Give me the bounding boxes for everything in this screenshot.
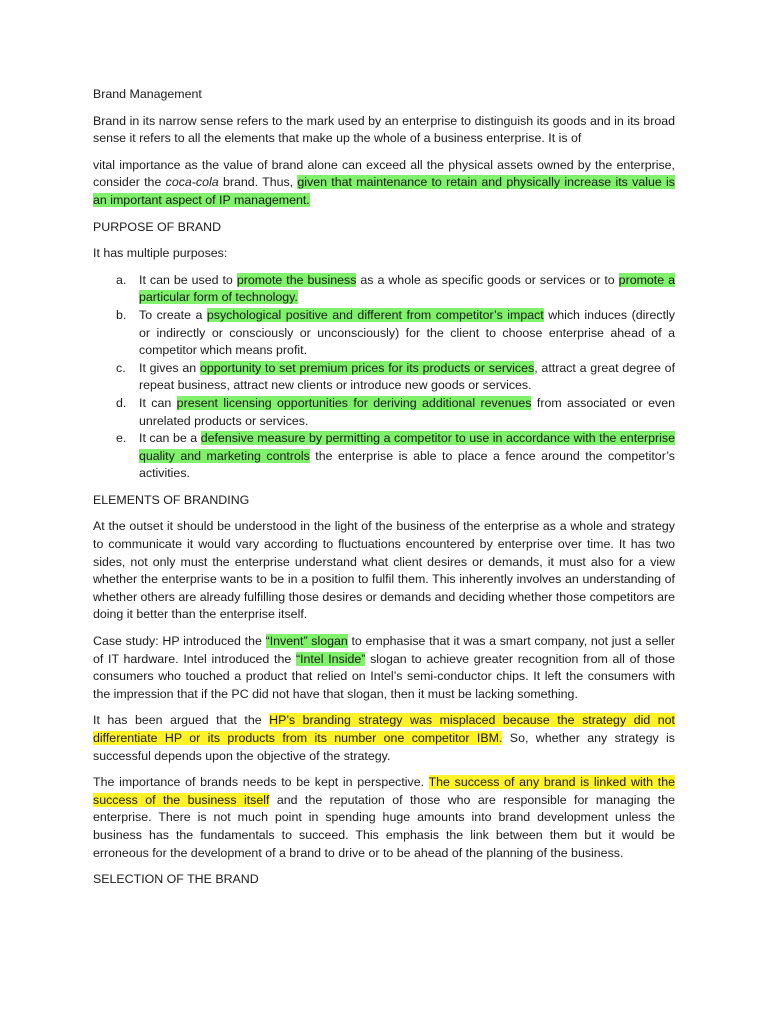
text-run: So, whether any strategy is successful depends upon the objective of the strategy.: [93, 731, 675, 763]
highlight-green: “Intel Inside”: [295, 651, 366, 666]
text-run: from associated or even unrelated products or services.: [139, 395, 675, 428]
case-study-paragraph: [93, 633, 675, 703]
list-item-text: [139, 430, 675, 483]
elements-paragraph: At the outset it should be understood in the light of the business of the enterprise as a whole and strategy to communicate it would vary according to fluctuations encountered by enterprise over time. It has two sides, not only must the enterprise understand what client desires or demands, it must also for a view whether the enterprise wants to be in a position to fulfil them. This inherently involves an understanding of whether others are already fulfilling those desires or demands and deciding whether those competitors are doing it better than the enterprise itself.: [93, 519, 675, 622]
text-run: It can be a: [139, 431, 201, 446]
highlight-green: “Invent” slogan: [265, 634, 348, 649]
list-marker: d.: [116, 395, 127, 410]
highlight-green: psychological positive and different from competitor’s impact: [206, 307, 544, 322]
list-marker: e.: [116, 431, 127, 446]
list-item: [93, 272, 675, 307]
text-run: as a whole as specific goods or services or to: [356, 272, 619, 287]
intro-paragraph-2: [93, 157, 675, 210]
list-item: [93, 430, 675, 483]
brand-name-italic: coca-cola: [165, 175, 219, 190]
list-item: [93, 395, 675, 430]
text-run: It can be used to: [139, 272, 237, 287]
text-run: vital importance as the value of brand alone can exceed all the physical assets owned by the enterprise, consider the: [93, 157, 675, 190]
list-item-text: [139, 360, 675, 395]
text-run: It has been argued that the: [93, 713, 270, 728]
text-run: To create a: [139, 307, 207, 322]
text-run: brand. Thus,: [218, 175, 298, 190]
text-run: , attract a great degree of repeat business, attract new clients or introduce new goods or services.: [139, 360, 676, 393]
list-marker: a.: [116, 272, 127, 287]
text-run: and the reputation of those who are responsible for managing the enterprise. There is not much point in spending huge amounts into brand development unless the business has the fundamentals to succeed. This emphasis the link between them but it would be erroneous for the development of a brand to drive or to be ahead of the planning of the business.: [93, 792, 676, 860]
argued-paragraph: [93, 712, 675, 765]
purpose-lead: It has multiple purposes:: [93, 246, 228, 261]
list-item-text: [139, 395, 675, 430]
highlight-green: defensive measure by permitting a competitor to use in accordance with the enterprise quality and marketing controls: [139, 431, 676, 463]
selection-heading: SELECTION OF THE BRAND: [93, 872, 259, 887]
highlight-green: promote the business: [236, 272, 357, 287]
text-run: slogan to achieve greater recognition from all of those consumers who touched a product that relied on Intel’s semi-conductor chips. It left the consumers with the impression that if the PC did not have that slogan, then it must be lacking something.: [93, 651, 675, 701]
purpose-heading: PURPOSE OF BRAND: [93, 219, 222, 234]
list-item-text: [139, 307, 675, 360]
highlight-green: opportunity to set premium prices for its products or services: [199, 360, 535, 375]
highlight-green: promote a particular form of technology.: [139, 272, 676, 305]
elements-heading: ELEMENTS OF BRANDING: [93, 492, 250, 507]
intro-paragraph-1: Brand in its narrow sense refers to the mark used by an enterprise to distinguish its goods and in its broad sense it refers to all the elements that make up the whole of a business enterprise. It is of: [93, 113, 675, 146]
text-run: It can: [139, 395, 177, 410]
text-run: the enterprise is able to place a fence around the competitor’s activities.: [139, 448, 676, 481]
document-page: [93, 86, 675, 898]
list-item-text: [139, 272, 675, 307]
list-item: [93, 360, 675, 395]
importance-paragraph: [93, 774, 675, 862]
text-run: It gives an: [139, 360, 200, 375]
highlight-green: given that maintenance to retain and physically increase its value is an important aspect of IP management.: [93, 175, 675, 207]
highlight-green: present licensing opportunities for deriving additional revenues: [176, 395, 532, 410]
list-marker: c.: [116, 360, 126, 375]
text-run: The importance of brands needs to be kept in perspective.: [93, 775, 429, 790]
list-marker: b.: [116, 307, 127, 322]
purpose-list: [93, 272, 675, 483]
document-title: Brand Management: [93, 87, 202, 101]
list-item: [93, 307, 675, 360]
text-run: to emphasise that it was a smart company, not just a seller of IT hardware. Intel introduced the: [93, 634, 675, 666]
text-run: which induces (directly or indirectly or consciously or unconsciously) for the client to choose enterprise ahead of a competitor which means profit.: [139, 307, 675, 358]
highlight-yellow: The success of any brand is linked with the success of the business itself: [93, 775, 675, 807]
text-run: Case study: HP introduced the: [93, 634, 266, 649]
highlight-yellow: HP’s branding strategy was misplaced because the strategy did not differentiate HP or its products from its number one competitor IBM.: [93, 713, 675, 745]
